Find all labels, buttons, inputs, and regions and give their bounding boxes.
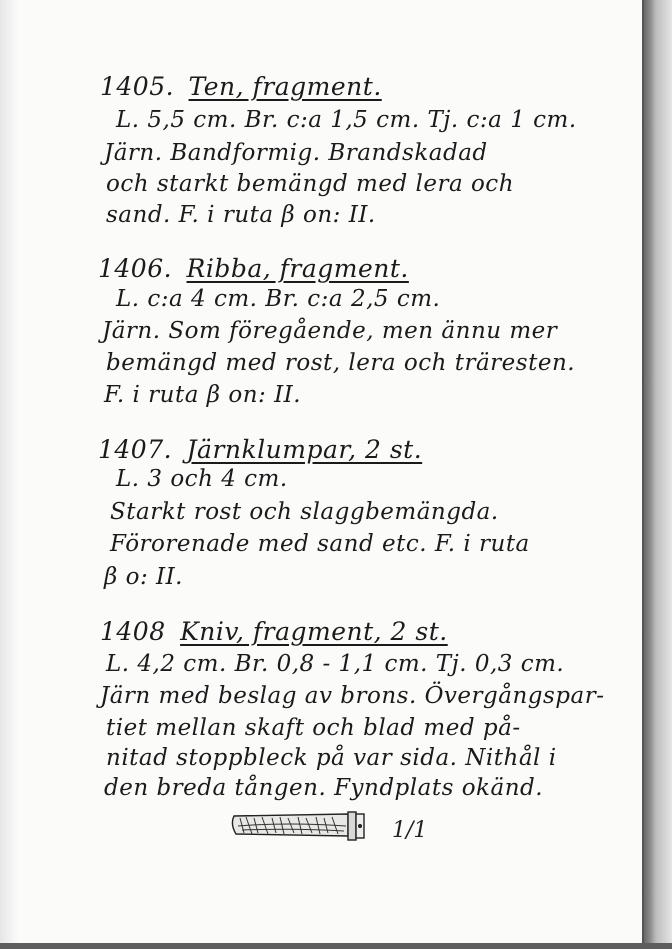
sketch-scale-label: 1/1	[392, 818, 428, 843]
entry-line: Järn. Bandformig. Brandskadad	[104, 140, 488, 166]
knife-fragment-sketch	[228, 806, 370, 846]
entry-line: L. 5,5 cm. Br. c:a 1,5 cm. Tj. c:a 1 cm.	[116, 107, 577, 133]
entry-title: Ten, fragment.	[188, 72, 382, 101]
page-bottom-edge	[0, 943, 672, 949]
entry-line: β o: II.	[104, 564, 183, 590]
entry-1405-heading	[100, 72, 382, 101]
entry-1408-heading	[100, 617, 448, 646]
entry-line: bemängd med rost, lera och träresten.	[106, 350, 576, 376]
entry-line: Förorenade med sand etc. F. i ruta	[110, 531, 530, 557]
entry-1406-heading	[98, 254, 409, 283]
entry-line: och starkt bemängd med lera och	[106, 171, 515, 197]
entry-line: Järn med beslag av brons. Övergångspar-	[100, 683, 605, 709]
entry-line: den breda tången. Fyndplats okänd.	[104, 775, 544, 801]
binding-edge	[0, 0, 18, 943]
entry-title: Järnklumpar, 2 st.	[186, 435, 423, 464]
entry-title: Ribba, fragment.	[186, 254, 409, 283]
entry-number: 1405.	[100, 72, 175, 101]
entry-line: L. 4,2 cm. Br. 0,8 - 1,1 cm. Tj. 0,3 cm.	[106, 651, 565, 677]
entry-line: F. i ruta β on: II.	[104, 382, 302, 408]
entry-line: sand. F. i ruta β on: II.	[106, 202, 376, 228]
entry-line: L. 3 och 4 cm.	[116, 466, 288, 492]
entry-number: 1406.	[98, 254, 173, 283]
entry-1407-heading	[98, 435, 422, 464]
page-edge-shadow	[644, 0, 672, 949]
entry-line: nitad stoppbleck på var sida. Nithål i	[106, 745, 557, 771]
entry-line: L. c:a 4 cm. Br. c:a 2,5 cm.	[116, 286, 441, 312]
entry-title: Kniv, fragment, 2 st.	[180, 617, 448, 646]
entry-number: 1407.	[98, 435, 173, 464]
entry-line: Järn. Som föregående, men ännu mer	[102, 318, 558, 344]
entry-number: 1408	[100, 617, 166, 646]
entry-line: tiet mellan skaft och blad med på-	[106, 715, 521, 741]
entry-line: Starkt rost och slaggbemängda.	[110, 499, 499, 525]
